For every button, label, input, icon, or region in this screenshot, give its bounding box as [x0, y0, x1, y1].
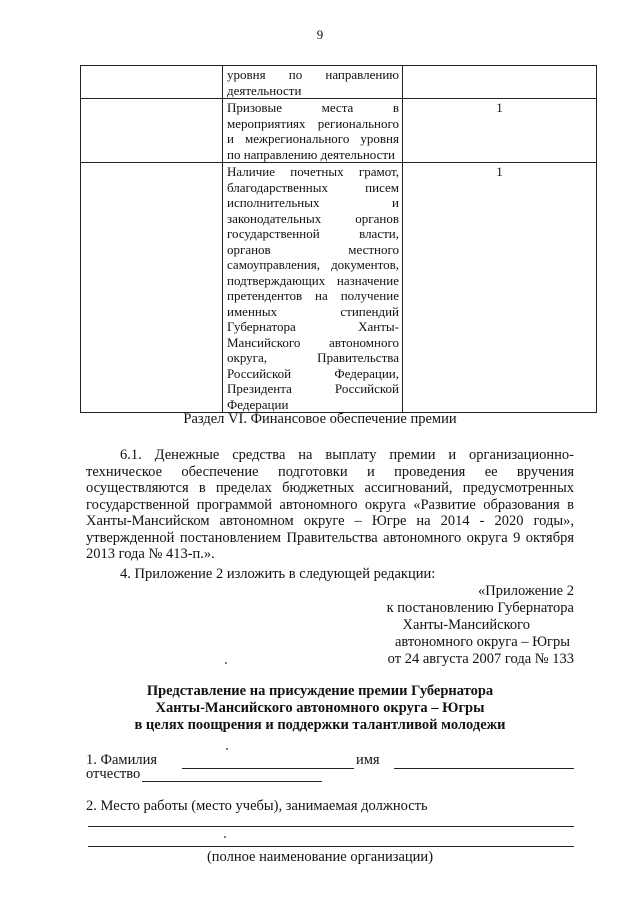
surname-label: 1. Фамилия: [86, 752, 157, 768]
paragraph-6-1: [86, 447, 574, 563]
criterion-line: государственной власти,: [227, 226, 399, 241]
table-cell-criterion: [223, 163, 403, 413]
paragraph-line: государственной программой автономного округа «Развитие образования в: [86, 496, 574, 513]
criterion-line: деятельности: [227, 82, 302, 98]
appendix-line: к постановлению Губернатора: [386, 600, 574, 616]
criterion-line: округа, Правительства: [227, 350, 399, 365]
criterion-line: именных стипендий: [227, 303, 399, 319]
table-cell-value: 1: [403, 99, 597, 163]
patronymic-label: отчество: [86, 766, 141, 782]
paragraph-line: утвержденной постановлением Правительства автономного округа 9 октября: [86, 529, 574, 546]
criterion-line: подтверждающих назначение: [227, 272, 399, 288]
paragraph-line: 6.1. Денежные средства на выплату премии и организационно-: [120, 447, 574, 463]
page-number: 9: [316, 27, 324, 42]
appendix-line: от 24 августа 2007 года № 133: [387, 651, 574, 667]
criterion-line: и межрегионального уровня: [227, 131, 399, 146]
form-heading: [0, 683, 640, 734]
appendix-reference: [387, 583, 574, 668]
criterion-line: законодательных органов: [227, 210, 399, 226]
criterion-line: Наличие почетных грамот,: [227, 164, 399, 179]
paragraph-line: Ханты-Мансийском автономном округе – Югре на 2014 - 2020 годы»,: [86, 513, 574, 529]
criterion-line: по направлению деятельности: [227, 146, 396, 162]
paragraph-line: 2013 года № 413-п.».: [86, 546, 215, 562]
criterion-line: Призовые места в: [227, 100, 399, 115]
paragraph-line: техническое обеспечение подготовки и проведения ее вручения: [86, 463, 574, 480]
scan-speck: [224, 836, 226, 838]
criterion-line: Губернатора Ханты-: [227, 319, 399, 334]
workplace-field-line-2[interactable]: [88, 846, 574, 847]
criterion-line: Президента Российской: [227, 381, 399, 396]
table-cell-empty: [81, 163, 223, 413]
name-field[interactable]: [394, 768, 574, 769]
table-cell-value: [403, 66, 597, 99]
appendix-line: автономного округа – Югры: [394, 634, 570, 650]
appendix-line: «Приложение 2: [478, 583, 574, 599]
paragraph-line: осуществляются в пределах бюджетных ассигнований, предусмотренных: [86, 480, 574, 496]
criterion-line: органов местного: [227, 241, 399, 257]
criteria-table: [80, 65, 597, 413]
item-4: 4. Приложение 2 изложить в следующей редакции:: [120, 566, 436, 582]
workplace-label: 2. Место работы (место учебы), занимаемая должность: [86, 798, 428, 814]
table-cell-empty: [81, 66, 223, 99]
workplace-field-line-1[interactable]: [88, 826, 574, 827]
section-title: Раздел VI. Финансовое обеспечение премии: [183, 411, 457, 427]
table-row: [81, 163, 597, 413]
org-caption: (полное наименование организации): [206, 849, 434, 865]
name-label: имя: [356, 752, 380, 768]
criterion-line: Федерации: [227, 396, 289, 412]
table-row: [81, 99, 597, 163]
table-row: [81, 66, 597, 99]
appendix-line: Ханты-Мансийского: [402, 617, 530, 633]
criterion-line: благодарственных писем: [227, 179, 399, 195]
heading-line: Ханты-Мансийского автономного округа – Югры: [155, 700, 485, 716]
criterion-line: претендентов на получение: [227, 288, 399, 303]
scan-speck: [226, 748, 228, 750]
criterion-line: исполнительных и: [227, 195, 399, 210]
criterion-line: Мансийского автономного: [227, 334, 399, 350]
criterion-line: самоуправления, документов,: [227, 257, 399, 272]
surname-field[interactable]: [182, 768, 354, 769]
heading-line: в целях поощрения и поддержки талантливой молодежи: [134, 717, 506, 733]
heading-line: Представление на присуждение премии Губернатора: [146, 683, 494, 699]
criterion-line: мероприятиях регионального: [227, 115, 399, 131]
criterion-line: уровня по направлению: [227, 67, 399, 82]
criterion-line: Российской Федерации,: [227, 365, 399, 381]
table-cell-value: 1: [403, 163, 597, 413]
patronymic-field[interactable]: [142, 781, 322, 782]
table-cell-criterion: [223, 99, 403, 163]
scan-speck: [225, 662, 227, 664]
table-cell-empty: [81, 99, 223, 163]
table-cell-criterion: [223, 66, 403, 99]
